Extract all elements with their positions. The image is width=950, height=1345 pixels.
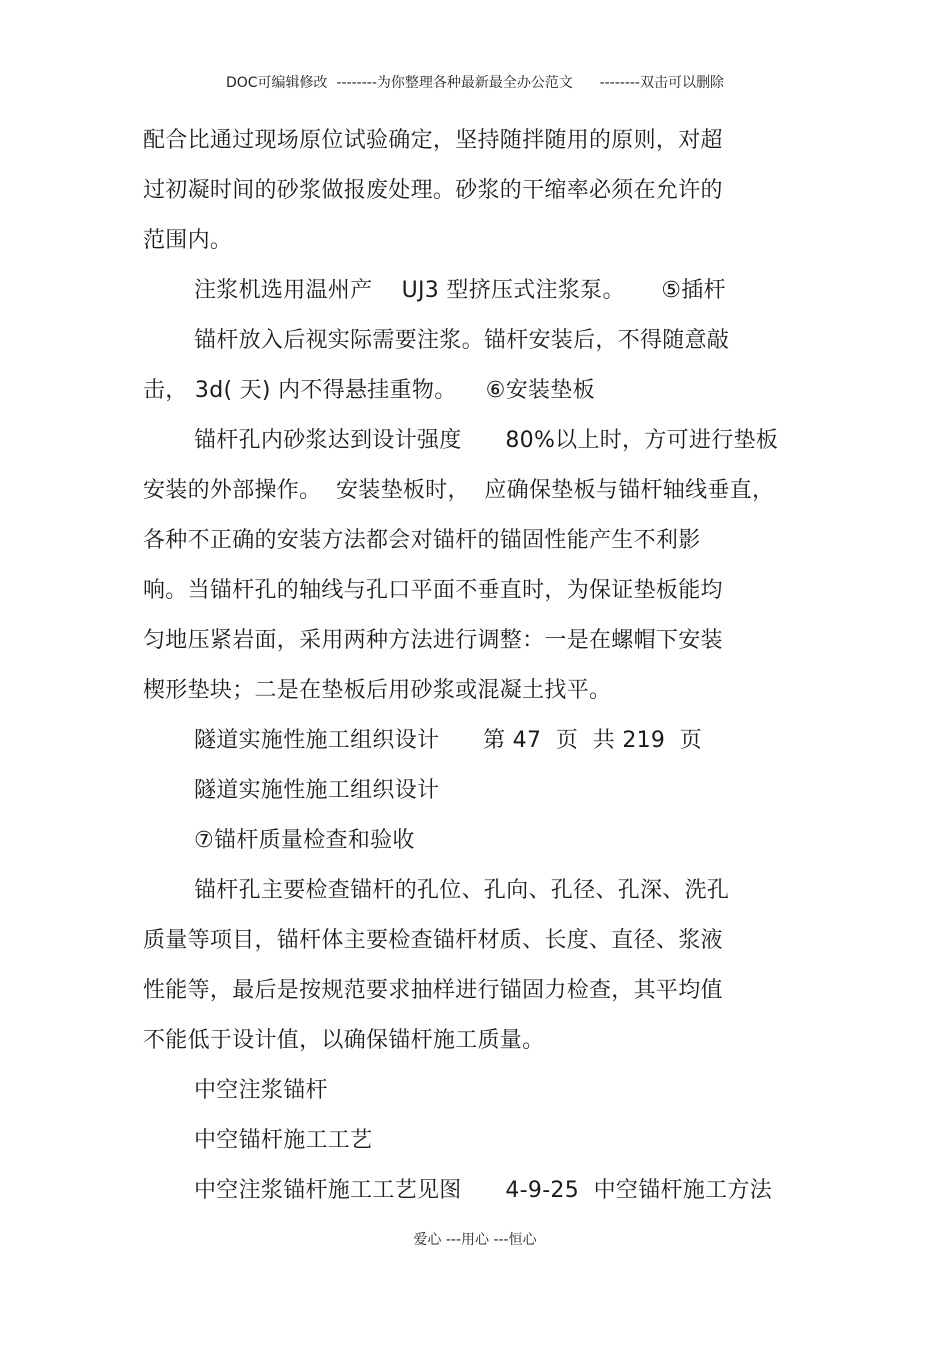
text-line: 中空注浆锚杆施工工艺见图 4-9-25 中空锚杆施工方法 bbox=[194, 1178, 773, 1203]
text-line: 不能低于设计值，以确保锚杆施工质量。 bbox=[143, 1028, 545, 1053]
text-line: 范围内。 bbox=[143, 228, 233, 253]
text-line: 响。当锚杆孔的轴线与孔口平面不垂直时，为保证垫板能均 bbox=[143, 578, 723, 603]
subsection-heading: ⑦锚杆质量检查和验收 bbox=[194, 828, 415, 853]
text-line: 性能等，最后是按规范要求抽样进行锚固力检查，其平均值 bbox=[143, 978, 723, 1003]
text-line: 锚杆孔主要检查锚杆的孔位、孔向、孔径、孔深、洗孔 bbox=[194, 878, 730, 903]
text-line: 锚杆放入后视实际需要注浆。锚杆安装后，不得随意敲 bbox=[194, 328, 730, 353]
text-line: 各种不正确的安装方法都会对锚杆的锚固性能产生不利影 bbox=[143, 528, 701, 553]
text-line: 质量等项目，锚杆体主要检查锚杆材质、长度、直径、浆液 bbox=[143, 928, 723, 953]
page-number-line: 隧道实施性施工组织设计 第 47 页 共 219 页 bbox=[194, 728, 703, 753]
text-line: 击， 3d( 天) 内不得悬挂重物。 ⑥安装垫板 bbox=[143, 378, 595, 403]
text-line: 锚杆孔内砂浆达到设计强度 80%以上时，方可进行垫板 bbox=[194, 428, 779, 453]
text-line: 安装的外部操作。 安装垫板时， 应确保垫板与锚杆轴线垂直， bbox=[143, 478, 775, 503]
page-header: DOC可编辑修改 --------为你整理各种最新最全办公范文 --------双击可以删除 bbox=[225, 75, 724, 91]
subsection-heading: 中空注浆锚杆 bbox=[194, 1078, 328, 1103]
text-line: 配合比通过现场原位试验确定，坚持随拌随用的原则，对超 bbox=[143, 128, 723, 153]
text-line: 注浆机选用温州产 UJ3 型挤压式注浆泵。 ⑤插杆 bbox=[194, 278, 726, 303]
subsection-heading: 中空锚杆施工工艺 bbox=[194, 1128, 373, 1153]
text-line: 过初凝时间的砂浆做报废处理。砂浆的干缩率必须在允许的 bbox=[143, 178, 723, 203]
text-line: 匀地压紧岩面，采用两种方法进行调整：一是在螺帽下安装 bbox=[143, 628, 723, 653]
section-title: 隧道实施性施工组织设计 bbox=[194, 778, 440, 803]
text-line: 楔形垫块；二是在垫板后用砂浆或混凝土找平。 bbox=[143, 678, 612, 703]
page-footer: 爱心 ---用心 ---恒心 bbox=[413, 1232, 537, 1248]
